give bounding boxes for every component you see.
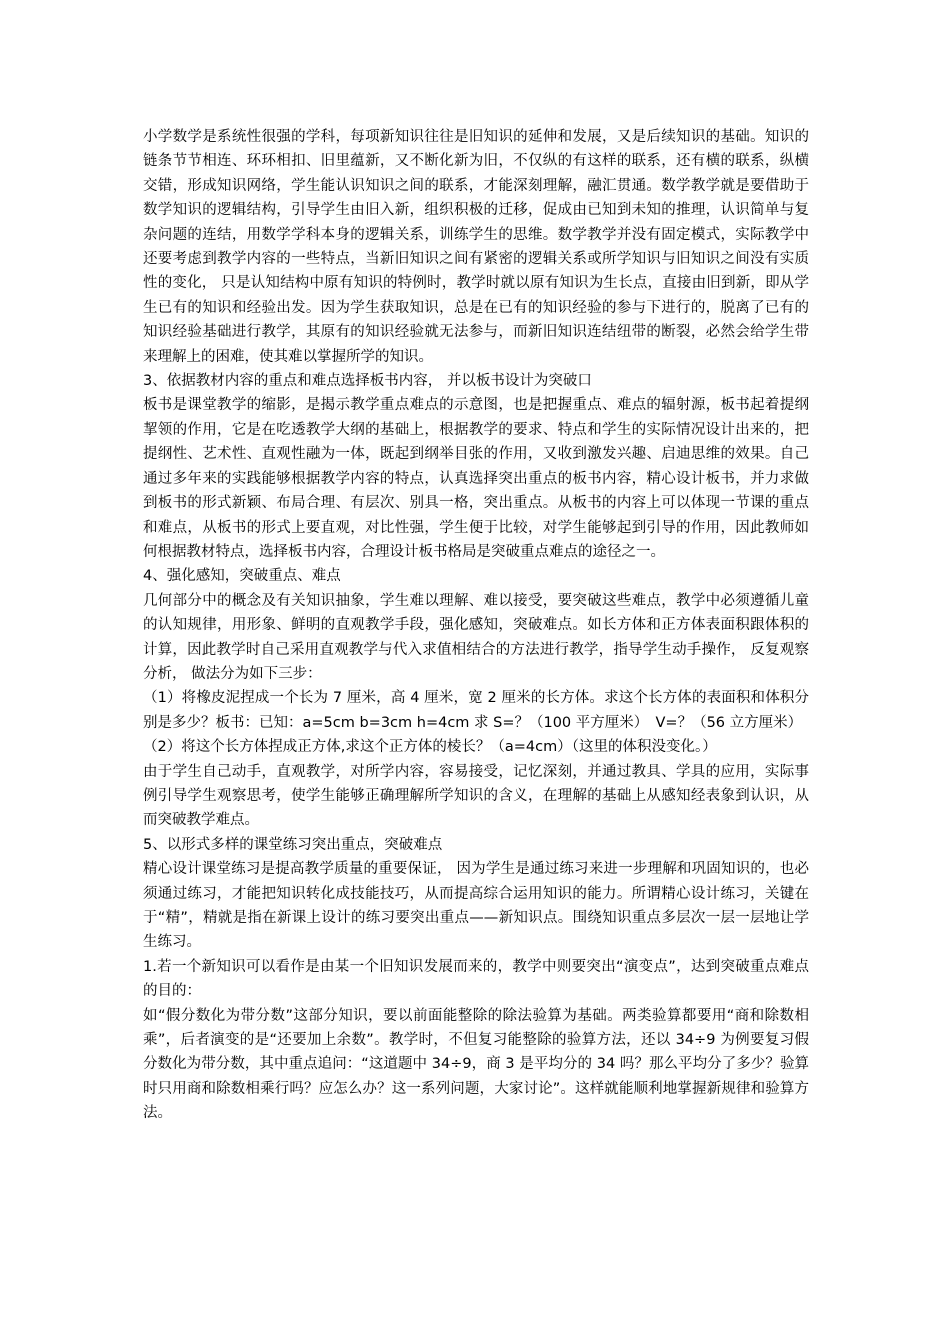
section-3-paragraph: 板书是课堂教学的缩影，是揭示教学重点难点的示意图，也是把握重点、难点的辐射源，板书起着提纲挈领的作用，它是在吃透教学大纲的基础上，根据教学的要求、特点和学生的实际情况设计出来的，把提纲性、艺术性、直观性融为一体，既起到纲举目张的作用，又收到激发兴趣、启迪思维的效果。自己通过多年来的实践能够根据教学内容的特点，认真选择突出重点的板书内容，精心设计板书，并力求做到板书的形式新颖、布局合理、有层次、别具一格，突出重点。从板书的内容上可以体现一节课的重点和难点，从板书的形式上要直观，对比性强，学生便于比较，对学生能够起到引导的作用，因此教师如何根据教材特点，选择板书内容，合理设计板书格局是突破重点难点的途径之一。 (143, 397, 809, 560)
point-1-heading: 1.若一个新知识可以看作是由某一个旧知识发展而来的，教学中则要突出“演变点”，达到突破重点难点的目的： (143, 958, 809, 1000)
section-5-paragraph: 精心设计课堂练习是提高教学质量的重要保证， 因为学生是通过练习来进一步理解和巩固知识的，也必须通过练习，才能把知识转化成技能技巧，从而提高综合运用知识的能力。所谓精心设计练习，关键在于“精”，精就是指在新课上设计的练习要突出重点——新知识点。围绕知识重点多层次一层一层地让学生练习。 (143, 861, 809, 951)
intro-paragraph: 小学数学是系统性很强的学科，每项新知识往往是旧知识的延伸和发展，又是后续知识的基础。知识的链条节节相连、环环相扣、旧里蕴新，又不断化新为旧，不仅纵的有这样的联系，还有横的联系，纵横交错，形成知识网络，学生能认识知识之间的联系，才能深刻理解，融汇贯通。数学教学就是要借助于数学知识的逻辑结构，引导学生由旧入新，组织积极的迁移，促成由已知到未知的推理，认识简单与复杂问题的连结，用数学学科本身的逻辑关系，训练学生的思维。数学教学并没有固定模式，实际教学中还要考虑到教学内容的一些特点，当新旧知识之间有紧密的逻辑关系或所学知识与旧知识之间没有实质性的变化， 只是认知结构中原有知识的特例时，教学时就以原有知识为生长点，直接由旧到新，即从学生已有的知识和经验出发。因为学生获取知识，总是在已有的知识经验的参与下进行的，脱离了已有的知识经验基础进行教学，其原有的知识经验就无法参与，而新旧知识连结纽带的断裂，必然会给学生带来理解上的困难，使其难以掌握所学的知识。 (143, 129, 809, 365)
point-1-example: 如“假分数化为带分数”这部分知识，要以前面能整除的除法验算为基础。两类验算都要用“商和除数相乘”，后者演变的是“还要加上余数”。教学时，不但复习能整除的验算方法，还以 34÷9 为例要复习假分数化为带分数，其中重点追问：“这道题中 34÷9，商 3 是平均分的 34 吗？那么平均分了多少？验算时只用商和除数相乘行吗？应怎么办？这一系列问题，大家讨论”。这样就能顺利地掌握新规律和验算方法。 (143, 1007, 809, 1122)
section-heading-3: 3、依据教材内容的重点和难点选择板书内容， 并以板书设计为突破口 (143, 373, 592, 390)
section-4-conclusion: 由于学生自己动手，直观教学，对所学内容，容易接受，记忆深刻，并通过教具、学具的应用，实际事例引导学生观察思考，使学生能够正确理解所学知识的含义，在理解的基础上从感知经表象到认识，从而突破教学难点。 (143, 763, 809, 829)
step-2-paragraph: （2）将这个长方体捏成正方体,求这个正方体的棱长？（a=4cm）（这里的体积没变化。） (143, 739, 717, 756)
step-1-paragraph: （1）将橡皮泥捏成一个长为 7 厘米，高 4 厘米，宽 2 厘米的长方体。求这个长方体的表面积和体积分别是多少？板书：已知：a=5cm b=3cm h=4cm 求 S=？（100 平方厘米） V=？（56 立方厘米） (143, 690, 809, 731)
document-body (143, 125, 809, 1126)
section-heading-4: 4、强化感知，突破重点、难点 (143, 568, 341, 585)
section-heading-5: 5、以形式多样的课堂练习突出重点，突破难点 (143, 836, 443, 853)
section-4-paragraph: 几何部分中的概念及有关知识抽象，学生难以理解、难以接受，要突破这些难点，教学中必须遵循儿童的认知规律，用形象、鲜明的直观教学手段，强化感知，突破难点。如长方体和正方体表面积跟体积的计算，因此教学时自己采用直观教学与代入求值相结合的方法进行教学，指导学生动手操作， 反复观察分析， 做法分为如下三步： (143, 592, 809, 682)
